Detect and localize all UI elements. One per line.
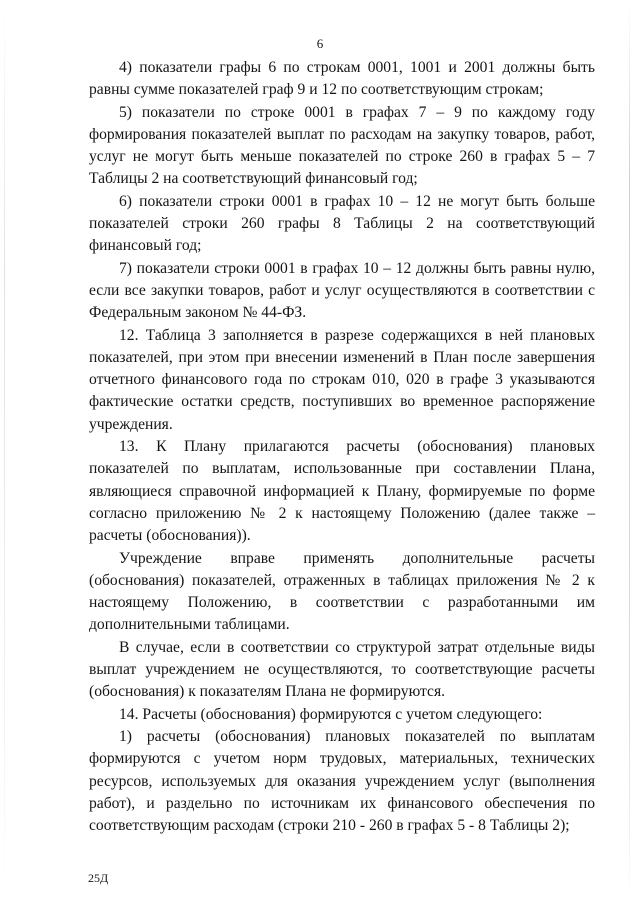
- paragraph-item-4: 4) показатели графы 6 по строкам 0001, 1001 и 2001 должны быть равны сумме показателей граф 9 и 12 по соответствующим строкам;: [89, 59, 595, 99]
- footer-code: 25Д: [88, 871, 109, 885]
- paragraph-item-7: 7) показатели строки 0001 в графах 10 – 12 должны быть равны нулю, если все закупки товаров, работ и услуг осуществляются в соответствии с Федеральным законом № 44-ФЗ.: [89, 259, 595, 322]
- document-body: [89, 57, 595, 837]
- page-number: 6: [316, 36, 324, 51]
- paragraph-cost-structure: В случае, если в соответствии со структурой затрат отдельные виды выплат учреждением не осуществляются, то соответствующие расчеты (обоснования) к показателям Плана не формируются.: [89, 638, 595, 701]
- paragraph-section-14: 14. Расчеты (обоснования) формируются с учетом следующего:: [119, 705, 543, 723]
- paragraph-section-14-item-1: 1) расчеты (обоснования) плановых показателей по выплатам формируются с учетом норм трудовых, материальных, технических ресурсов, используемых для оказания учреждением услуг (выполнения работ), и раздельно по источникам их финансового обеспечения по соответствующим расходам (строки 210 - 260 в графах 5 - 8 Таблицы 2);: [89, 727, 595, 835]
- paragraph-additional-calculations: Учреждение вправе применять дополнительные расчеты (обоснования) показателей, отраженных в таблицах приложения № 2 к настоящему Положению, в соответствии с разработанными им дополнительными таблицами.: [89, 549, 595, 634]
- paragraph-item-5: 5) показатели по строке 0001 в графах 7 – 9 по каждому году формирования показателей выплат по расходам на закупку товаров, работ, услуг не могут быть меньше показателей по строке 260 в графах 5 – 7 Таблицы 2 на соответствующий финансовый год;: [89, 103, 595, 188]
- scan-edge-right: [629, 0, 630, 905]
- paragraph-section-13: 13. К Плану прилагаются расчеты (обоснования) плановых показателей по выплатам, использованные при составлении Плана, являющиеся справочной информацией к Плану, формируемые по форме согласно приложению № 2 к настоящему Положению (далее также – расчеты (обоснования)).: [89, 438, 595, 545]
- paragraph-section-12: 12. Таблица 3 заполняется в разрезе содержащихся в ней плановых показателей, при этом при внесении изменений в План после завершения отчетного финансового года по строкам 010, 020 в графе 3 указываются фактические остатки средств, поступивших во временное распоряжение учреждения.: [89, 326, 595, 433]
- scan-edge-left: [4, 0, 5, 905]
- paragraph-item-6: 6) показатели строки 0001 в графах 10 – 12 не могут быть больше показателей строки 260 графы 8 Таблицы 2 на соответствующий финансовый год;: [89, 192, 595, 255]
